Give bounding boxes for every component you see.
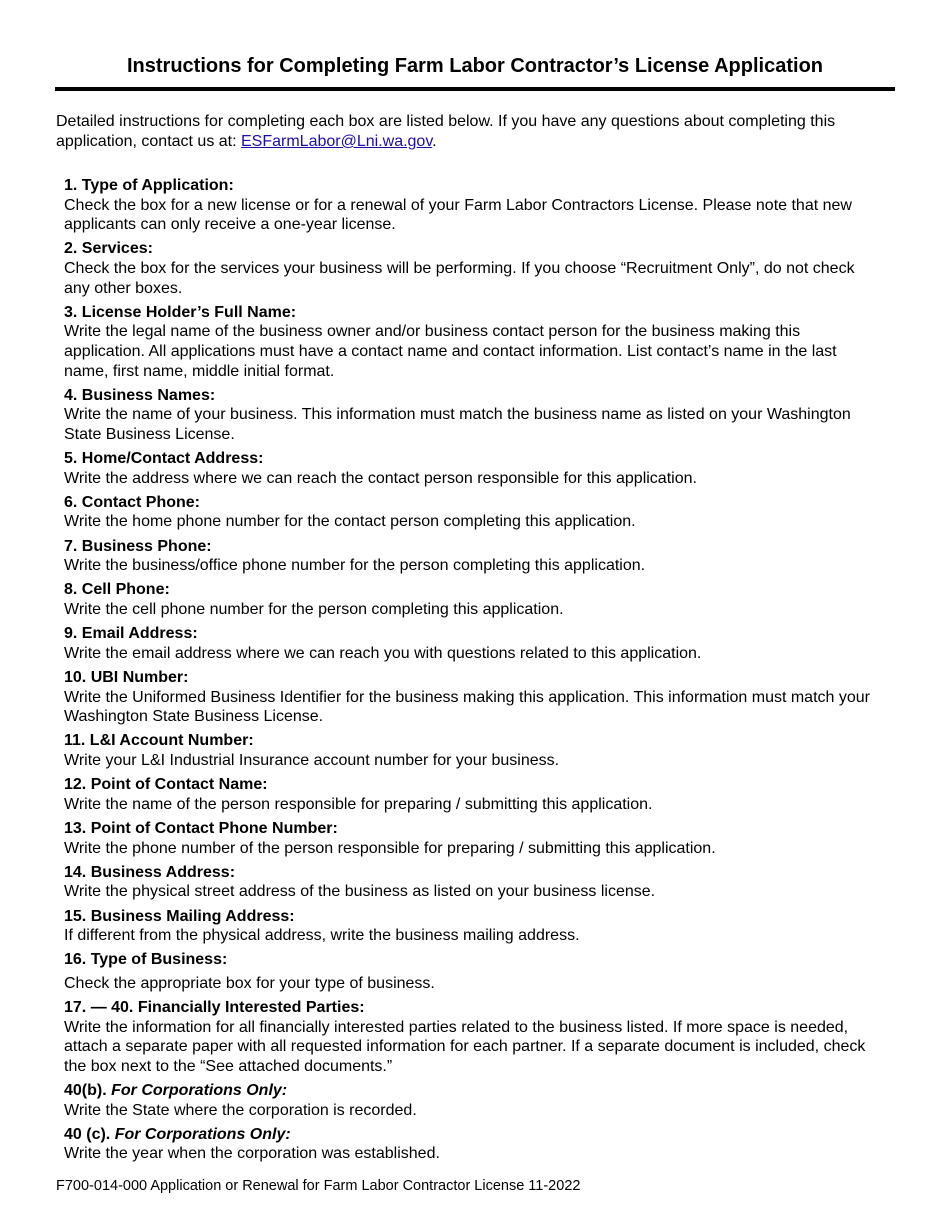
- item-heading: 4. Business Names:: [64, 386, 216, 404]
- item-heading: 7. Business Phone:: [64, 537, 212, 555]
- item-text: Write the information for all financially interested parties related to the business listed. If more space is needed, attach a separate paper with all requested information for each partner. If a separate document is included, check the box next to the “See attached documents.”: [64, 1018, 866, 1075]
- instruction-item-17-40: [64, 998, 884, 1076]
- contact-email-link[interactable]: ESFarmLabor@Lni.wa.gov: [241, 133, 433, 150]
- instruction-item-8: [64, 580, 884, 619]
- page-title: Instructions for Completing Farm Labor Contractor’s License Application: [127, 55, 823, 77]
- item-heading: 8. Cell Phone:: [64, 581, 170, 599]
- item-heading: 16. Type of Business:: [64, 951, 228, 969]
- item-text: Write the name of your business. This information must match the business name as listed on your Washington State Business License.: [64, 406, 851, 443]
- item-heading: 5. Home/Contact Address:: [64, 450, 264, 468]
- form-footer: F700-014-000 Application or Renewal for Farm Labor Contractor License 11-2022: [56, 1178, 581, 1194]
- item-text: If different from the physical address, write the business mailing address.: [64, 927, 580, 945]
- item-heading-prefix: 40 (c).: [64, 1125, 115, 1143]
- item-heading: 6. Contact Phone:: [64, 493, 201, 511]
- instruction-list: [64, 176, 884, 1169]
- item-heading: 14. Business Address:: [64, 863, 236, 881]
- item-heading-prefix: 40(b).: [64, 1082, 112, 1100]
- instruction-item-3: [64, 303, 884, 381]
- item-text: Write the legal name of the business owner and/or business contact person for the business making this application. All applications must have a contact name and contact information. List contact’s name in the last name, first name, middle initial format.: [64, 323, 837, 380]
- instruction-item-5: [64, 449, 884, 488]
- item-heading: 2. Services:: [64, 240, 153, 258]
- instruction-item-14: [64, 863, 884, 902]
- item-text: Write the year when the corporation was established.: [64, 1145, 440, 1163]
- instruction-item-16: [64, 950, 884, 993]
- instruction-item-4: [64, 386, 884, 445]
- instruction-item-6: [64, 493, 884, 532]
- item-text: Write the Uniformed Business Identifier for the business making this application. This information must match your Washington State Business License.: [64, 688, 870, 726]
- item-text: Write your L&I Industrial Insurance account number for your business.: [64, 751, 560, 769]
- item-heading-italic: For Corporations Only:: [111, 1082, 288, 1100]
- item-heading: 1. Type of Application:: [64, 177, 234, 194]
- item-text: Check the appropriate box for your type of business.: [64, 974, 435, 992]
- item-heading: 10. UBI Number:: [64, 669, 189, 686]
- item-text: Check the box for a new license or for a renewal of your Farm Labor Contractors License. Please note that new applicants can only receive a one-year license.: [64, 196, 852, 234]
- item-text: Write the home phone number for the contact person completing this application.: [64, 513, 636, 531]
- item-heading: 3. License Holder’s Full Name:: [64, 303, 297, 321]
- item-heading: 17. — 40. Financially Interested Parties:: [64, 999, 365, 1017]
- instruction-item-10: [64, 668, 884, 727]
- item-text: Write the email address where we can reach you with questions related to this application.: [64, 644, 702, 662]
- intro-suffix: .: [432, 133, 437, 150]
- item-heading: 11. L&I Account Number:: [64, 732, 254, 750]
- item-heading: [64, 1125, 884, 1145]
- instruction-item-40c: [64, 1125, 884, 1164]
- instruction-item-11: [64, 731, 884, 770]
- instruction-item-13: [64, 819, 884, 858]
- instruction-item-2: [64, 239, 884, 298]
- item-text: Write the physical street address of the business as listed on your business license.: [64, 883, 656, 901]
- item-text: Write the State where the corporation is recorded.: [64, 1101, 417, 1119]
- item-heading: [64, 1081, 884, 1101]
- instruction-item-7: [64, 537, 884, 576]
- item-heading: 9. Email Address:: [64, 625, 198, 643]
- item-text: Write the business/office phone number for the person completing this application.: [64, 557, 646, 575]
- item-text: Write the address where we can reach the contact person responsible for this application.: [64, 469, 697, 487]
- instruction-item-15: [64, 907, 884, 946]
- title-divider: [55, 87, 895, 91]
- intro-text: Detailed instructions for completing each box are listed below. If you have any questions about completing this application, contact us at:: [56, 113, 836, 150]
- item-heading: 13. Point of Contact Phone Number:: [64, 819, 338, 837]
- item-text: Write the phone number of the person responsible for preparing / submitting this application.: [64, 839, 716, 857]
- item-text: Write the name of the person responsible for preparing / submitting this application.: [64, 795, 653, 813]
- item-heading: 15. Business Mailing Address:: [64, 907, 295, 925]
- item-text: Write the cell phone number for the person completing this application.: [64, 601, 564, 619]
- intro-paragraph: [56, 112, 896, 152]
- item-text: Check the box for the services your business will be performing. If you choose “Recruitment Only”, do not check any other boxes.: [64, 259, 855, 297]
- instruction-item-40b: [64, 1081, 884, 1120]
- item-heading-italic: For Corporations Only:: [114, 1125, 291, 1143]
- item-heading: 12. Point of Contact Name:: [64, 776, 268, 794]
- instruction-item-1: [64, 176, 884, 235]
- instruction-item-9: [64, 624, 884, 663]
- instruction-item-12: [64, 775, 884, 814]
